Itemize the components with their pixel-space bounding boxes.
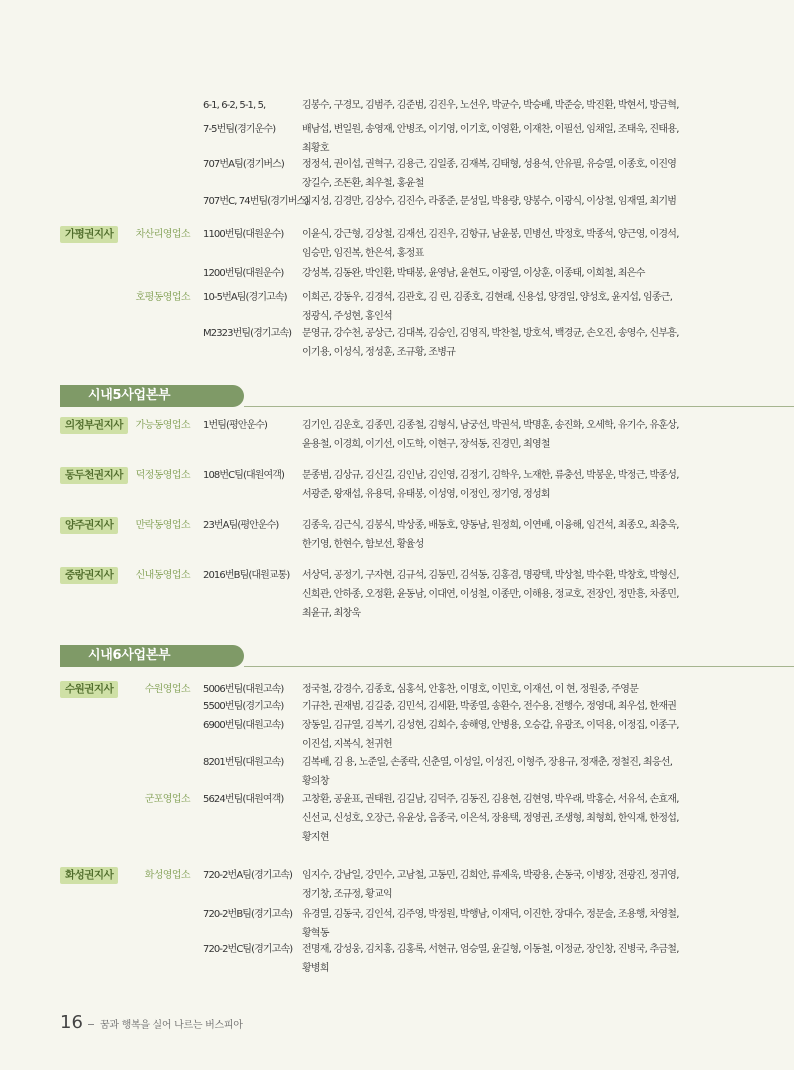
- team-label: 8201번팀(대원고속): [203, 757, 284, 768]
- team-label: 2016번B팀(대원교통): [203, 570, 290, 581]
- team-label: 5006번팀(대원고속): [203, 684, 284, 695]
- office-label: 수원영업소: [144, 684, 190, 695]
- member-names: [302, 96, 704, 115]
- member-names: [302, 192, 704, 211]
- member-names: [302, 288, 704, 326]
- names-line: 서상덕, 공정기, 구자현, 김규석, 김동민, 김석동, 김홍겸, 명광택, 박상철, 박수환, 박창호, 박형신,: [302, 570, 679, 581]
- member-names: [302, 940, 704, 978]
- names-line: 배남섭, 변일원, 송영재, 안병조, 이기영, 이기호, 이영환, 이재찬, 이필선, 임채일, 조태욱, 진태용,: [302, 124, 679, 135]
- names-line: 정정석, 권이섭, 권혁구, 김용근, 김일종, 김재복, 김태형, 성용석, 안유필, 유승열, 이종호, 이진영: [302, 159, 677, 170]
- names-line: 강성복, 김동완, 박인환, 박태봉, 윤영남, 윤현도, 이광열, 이상훈, 이종태, 이희철, 최은수: [302, 268, 645, 279]
- names-line: 서광준, 왕재섭, 유용덕, 유태봉, 이성영, 이정인, 정기영, 정성회: [302, 489, 550, 500]
- names-line: 이윤식, 강근형, 김상철, 김재선, 김진우, 김항규, 남윤봉, 민병선, 박정호, 박종석, 양근영, 이경석,: [302, 229, 679, 240]
- names-line: 한기영, 한현수, 함보선, 황율성: [302, 539, 424, 550]
- names-line: 최윤규, 최창욱: [302, 608, 361, 619]
- office-label: 차산리영업소: [135, 229, 190, 240]
- names-line: 김종욱, 김근식, 김봉식, 박상종, 배동호, 양동남, 원정희, 이연배, 이융해, 임건석, 최종오, 최충욱,: [302, 520, 679, 531]
- names-line: 고창환, 공윤표, 권태원, 김길남, 김덕주, 김동진, 김용현, 김현영, 박우래, 박홍순, 서유석, 손효재,: [302, 794, 679, 805]
- names-line: 장동일, 김규열, 김복기, 김성현, 김희수, 송해영, 안병용, 오승갑, 유광조, 이덕용, 이정집, 이종구,: [302, 720, 679, 731]
- team-label: 23번A팀(평안운수): [203, 520, 279, 531]
- section-header-5: [60, 385, 244, 407]
- member-names: [302, 416, 704, 454]
- names-line: 황병희: [302, 963, 329, 974]
- office-label: 덕정동영업소: [135, 470, 190, 481]
- member-names: [302, 264, 704, 283]
- team-label: 6-1, 6-2, 5-1, 5,: [203, 100, 266, 111]
- names-line: 신희관, 안하종, 오정환, 윤동남, 이대연, 이성철, 이종만, 이해용, 정교호, 전장인, 정만흥, 차종민,: [302, 589, 679, 600]
- section-divider: [244, 666, 794, 667]
- page-number: 16: [60, 1012, 83, 1033]
- section-title: 시내5사업본부: [88, 388, 171, 403]
- names-line: 윤용철, 이경희, 이기선, 이도학, 이현구, 장석동, 진경민, 최영철: [302, 439, 550, 450]
- team-label: 1100번팀(대원운수): [203, 229, 284, 240]
- names-line: 이기용, 이성식, 정성훈, 조규황, 조병규: [302, 347, 456, 358]
- member-names: [302, 225, 704, 263]
- member-names: [302, 155, 704, 193]
- footer-text: 꿈과 행복을 실어 나르는 버스피아: [100, 1020, 243, 1031]
- names-line: 임지수, 강남일, 강민수, 고남철, 고동민, 김희안, 류제욱, 박광용, 손동국, 이병장, 전광진, 정귀영,: [302, 870, 679, 881]
- team-label: 10-5번A팀(경기고속): [203, 292, 287, 303]
- branch-label: 동두천권지사: [60, 467, 128, 484]
- member-names: [302, 466, 704, 504]
- names-line: 전명재, 강성웅, 김치홍, 김홍록, 서현규, 엄승열, 윤길형, 이동철, 이정균, 장인창, 진병국, 추금철,: [302, 944, 679, 955]
- member-names: [302, 866, 704, 904]
- names-line: 신선교, 신성호, 오장근, 유윤상, 음종국, 이은석, 장용택, 정영권, 조생형, 최형희, 한익재, 한정섭,: [302, 813, 679, 824]
- team-label: 5500번팀(경기고속): [203, 701, 284, 712]
- member-names: [302, 324, 704, 362]
- team-label: 108번C팀(대원여객): [203, 470, 285, 481]
- team-label: 720-2번A팀(경기고속): [203, 870, 293, 881]
- names-line: 기규찬, 권재범, 김길중, 김민석, 김세환, 박종열, 송환수, 전수용, 전행수, 정영대, 최우섭, 한재권: [302, 701, 677, 712]
- branch-label: 가평권지사: [60, 226, 118, 243]
- branch-label: 수원권지사: [60, 681, 118, 698]
- office-label: 화성영업소: [144, 870, 190, 881]
- names-line: 장길수, 조돈환, 최우철, 홍윤철: [302, 178, 424, 189]
- office-label: 군포영업소: [144, 794, 190, 805]
- names-line: 문종범, 김상규, 김신길, 김인남, 김인영, 김정기, 김학우, 노재한, 류충선, 박봉운, 박정근, 박종성,: [302, 470, 679, 481]
- member-names: [302, 905, 704, 943]
- names-line: 문영규, 강수천, 공상근, 김대복, 김승인, 김영직, 박찬철, 방호석, 백경균, 손오진, 송영수, 신부흥,: [302, 328, 679, 339]
- footer-dash: [88, 1024, 94, 1025]
- section-title: 시내6사업본부: [88, 648, 171, 663]
- member-names: [302, 790, 704, 847]
- names-line: 김지성, 김경만, 김상수, 김진수, 라종준, 문성일, 박용량, 양봉수, 이광식, 이상철, 임재열, 최기범: [302, 196, 677, 207]
- names-line: 이진섭, 지복식, 천귀헌: [302, 739, 392, 750]
- names-line: 임승만, 임진복, 한은석, 홍정표: [302, 248, 424, 259]
- branch-label: 양주권지사: [60, 517, 118, 534]
- team-label: 6900번팀(대원고속): [203, 720, 284, 731]
- names-line: 최황호: [302, 143, 329, 154]
- office-label: 만락동영업소: [135, 520, 190, 531]
- member-names: [302, 566, 704, 623]
- team-label: 5624번팀(대원여객): [203, 794, 284, 805]
- office-label: 가능동영업소: [135, 420, 190, 431]
- names-line: 김기인, 김운호, 김종민, 김종철, 김형식, 남궁선, 박권석, 박명훈, 송진화, 오세학, 유기수, 유훈상,: [302, 420, 679, 431]
- team-label: 720-2번B팀(경기고속): [203, 909, 293, 920]
- section-header-6: [60, 645, 244, 667]
- team-label: 1200번팀(대원운수): [203, 268, 284, 279]
- office-label: 호평동영업소: [135, 292, 190, 303]
- section-divider: [244, 406, 794, 407]
- team-label: M2323번팀(경기고속): [203, 328, 292, 339]
- branch-label: 화성권지사: [60, 867, 118, 884]
- member-names: [302, 753, 704, 791]
- names-line: 정광식, 주성현, 홍인석: [302, 311, 392, 322]
- names-line: 유경열, 김동국, 김인석, 김주영, 박정원, 박행남, 이재덕, 이진한, 장대수, 정문술, 조용행, 차영철,: [302, 909, 679, 920]
- member-names: [302, 697, 704, 716]
- team-label: 707번A팀(경기버스): [203, 159, 284, 170]
- team-label: 1번팀(평안운수): [203, 420, 268, 431]
- member-names: [302, 716, 704, 754]
- names-line: 황지현: [302, 832, 329, 843]
- member-names: [302, 516, 704, 554]
- team-label: 7-5번팀(경기운수): [203, 124, 276, 135]
- names-line: 정기창, 조규정, 황교익: [302, 889, 392, 900]
- names-line: 김복배, 김 용, 노준일, 손종락, 신춘열, 이성일, 이성진, 이형주, 장용규, 정재춘, 정철진, 최응선,: [302, 757, 673, 768]
- branch-label: 중랑권지사: [60, 567, 118, 584]
- names-line: 황혁동: [302, 928, 329, 939]
- team-label: 720-2번C팀(경기고속): [203, 944, 293, 955]
- names-line: 정국철, 강경수, 김종호, 심홍석, 안홍찬, 이명호, 이민호, 이재선, 이 현, 정원중, 주영문: [302, 684, 639, 695]
- team-label: 707번C, 74번팀(경기버스): [203, 196, 309, 207]
- names-line: 황의창: [302, 776, 329, 787]
- member-names: [302, 120, 704, 158]
- branch-label: 의정부권지사: [60, 417, 128, 434]
- office-label: 신내동영업소: [135, 570, 190, 581]
- names-line: 이희곤, 강동우, 김경석, 김관호, 김 린, 김종호, 김현래, 신용섭, 양경일, 양성호, 윤지섭, 임종근,: [302, 292, 673, 303]
- names-line: 김봉수, 구경모, 김범주, 김준범, 김진우, 노선우, 박균수, 박승배, 박준승, 박진환, 박현서, 방금혁,: [302, 100, 679, 111]
